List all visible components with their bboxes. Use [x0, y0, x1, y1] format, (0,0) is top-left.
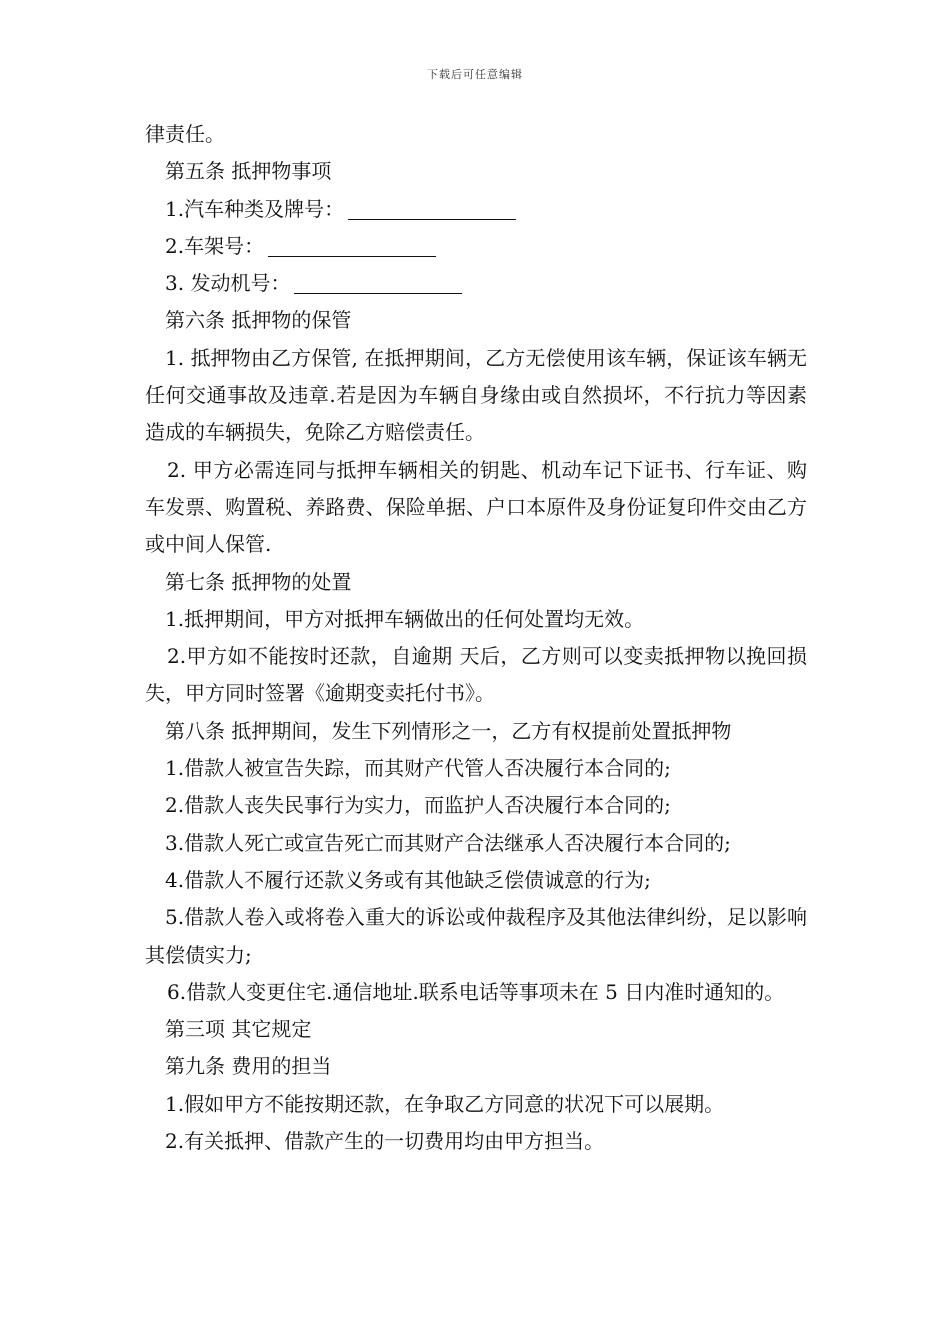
article-8-item-6 [145, 974, 807, 1011]
article-6-clause-1-text: 1. 抵押物由乙方保管, 在抵押期间，乙方无偿使用该车辆，保证该车辆无任何交通事故及违章.若是因为车辆自身缘由或自然损坏，不行抗力等因素造成的车辆损失，免除乙方赔偿责任。 [145, 345, 807, 445]
article-9-heading: 第九条 费用的担当 [165, 1054, 332, 1079]
article-8-item-4: 4.借款人不履行还款义务或有其他缺乏偿债诚意的行为; [165, 867, 651, 892]
article-8-item-6-text: 6.借款人变更住宅.通信地址.联系电话等事项未在 5 日内准时通知的。 [167, 979, 785, 1004]
article-7-clause-2 [145, 638, 807, 713]
engine-number-label: 3. 发动机号： [165, 271, 291, 296]
article-6-heading: 第六条 抵押物的保管 [165, 308, 352, 333]
vehicle-type-blank [348, 195, 516, 220]
article-8-item-3: 3.借款人死亡或宣告死亡而其财产合法继承人否决履行本合同的; [165, 830, 731, 855]
article-8-heading: 第八条 抵押期间，发生下列情形之一，乙方有权提前处置抵押物 [165, 718, 732, 743]
page-header: 下载后可任意编辑 [427, 68, 523, 81]
article-6-clause-1 [145, 340, 807, 452]
frame-number-field [145, 228, 807, 265]
article-8-item-5 [145, 899, 807, 974]
engine-number-blank [294, 269, 462, 294]
frame-number-blank [268, 232, 436, 257]
article-8-item-2: 2.借款人丧失民事行为实力，而监护人否决履行本合同的; [165, 793, 671, 818]
article-5-heading: 第五条 抵押物事项 [165, 159, 332, 184]
article-7-clause-1: 1.抵押期间，甲方对抵押车辆做出的任何处置均无效。 [165, 606, 645, 631]
paragraph-continuation: 律责任。 [145, 122, 225, 146]
frame-number-label: 2.车架号： [165, 233, 265, 258]
engine-number-field [145, 265, 807, 302]
article-7-heading: 第七条 抵押物的处置 [165, 569, 352, 594]
vehicle-type-label: 1.汽车种类及牌号： [165, 196, 345, 221]
article-9-clause-2: 2.有关抵押、借款产生的一切费用均由甲方担当。 [165, 1129, 605, 1154]
vehicle-type-field [145, 191, 807, 228]
document-body [145, 116, 807, 1160]
article-7-clause-2-text: 2.甲方如不能按时还款，自逾期 天后，乙方则可以变卖抵押物以挽回损失，甲方同时签署《逾期变卖托付书》。 [145, 644, 807, 706]
article-6-clause-2 [145, 452, 807, 564]
article-8-item-1: 1.借款人被宣告失踪，而其财产代管人否决履行本合同的; [165, 756, 671, 781]
article-6-clause-2-text: 2. 甲方必需连同与抵押车辆相关的钥匙、机动车记下证书、行车证、购车发票、购置税、养路费、保险单据、户口本原件及身份证复印件交由乙方或中间人保管. [145, 457, 807, 557]
article-8-item-5-text: 5.借款人卷入或将卷入重大的诉讼或仲裁程序及其他法律纠纷，足以影响其偿债实力; [145, 905, 807, 967]
article-9-clause-1: 1.假如甲方不能按期还款，在争取乙方同意的状况下可以展期。 [165, 1091, 725, 1116]
section-3-heading: 第三项 其它规定 [165, 1017, 312, 1042]
